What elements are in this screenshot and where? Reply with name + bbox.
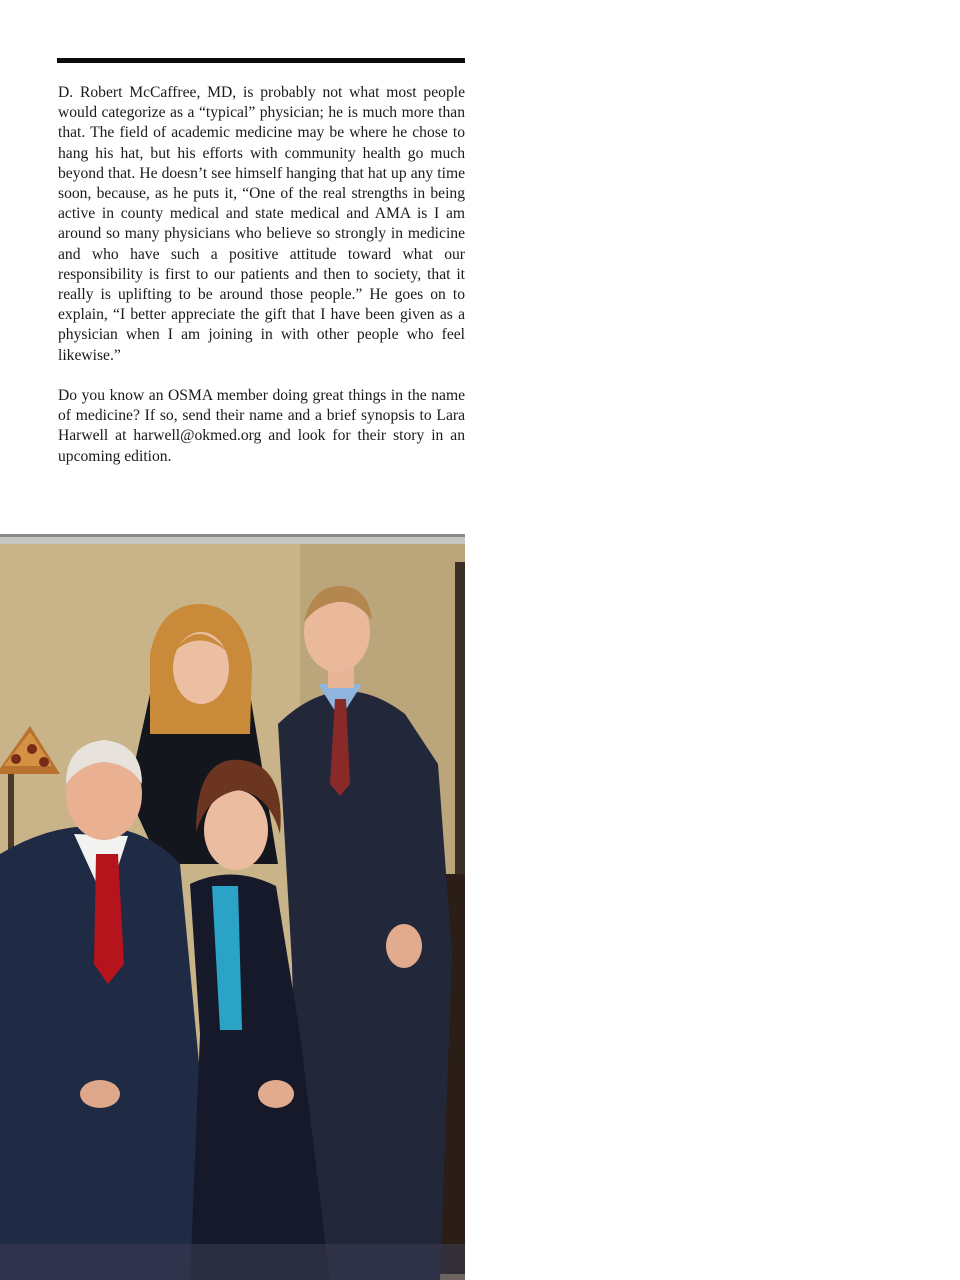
floor-rug <box>0 1244 465 1280</box>
article-paragraph-1: D. Robert McCaffree, MD, is probably not what most people would categorize as a “typical” physician; he is much more than that. The field of academic medicine may be where he chose to hang his hat, but his efforts with community health go much beyond that. He doesn’t see himself hanging that hat up any time soon, because, as he puts it, “One of the real strengths in being active in county medical and state medical and AMA is I am around so many physicians who believe so strongly in medicine and who have such a positive attitude toward what our responsibility is first to our patients and then to society, that it really is uplifting to be around those people.” He goes on to explain, “I better appreciate the gift that I have been given as a physician when I am joining in with other people who feel likewise.” <box>58 84 465 364</box>
family-photo <box>0 534 465 1280</box>
top-divider-rule <box>57 58 465 63</box>
photo-top-mat <box>0 537 465 544</box>
article-body <box>58 83 465 487</box>
article-paragraph-2: Do you know an OSMA member doing great things in the name of medicine? If so, send their name and a brief synopsis to Lara Harwell at harwell@okmed.org and look for their story in an upcoming edition. <box>58 387 465 465</box>
family-portrait-illustration <box>0 534 465 1280</box>
